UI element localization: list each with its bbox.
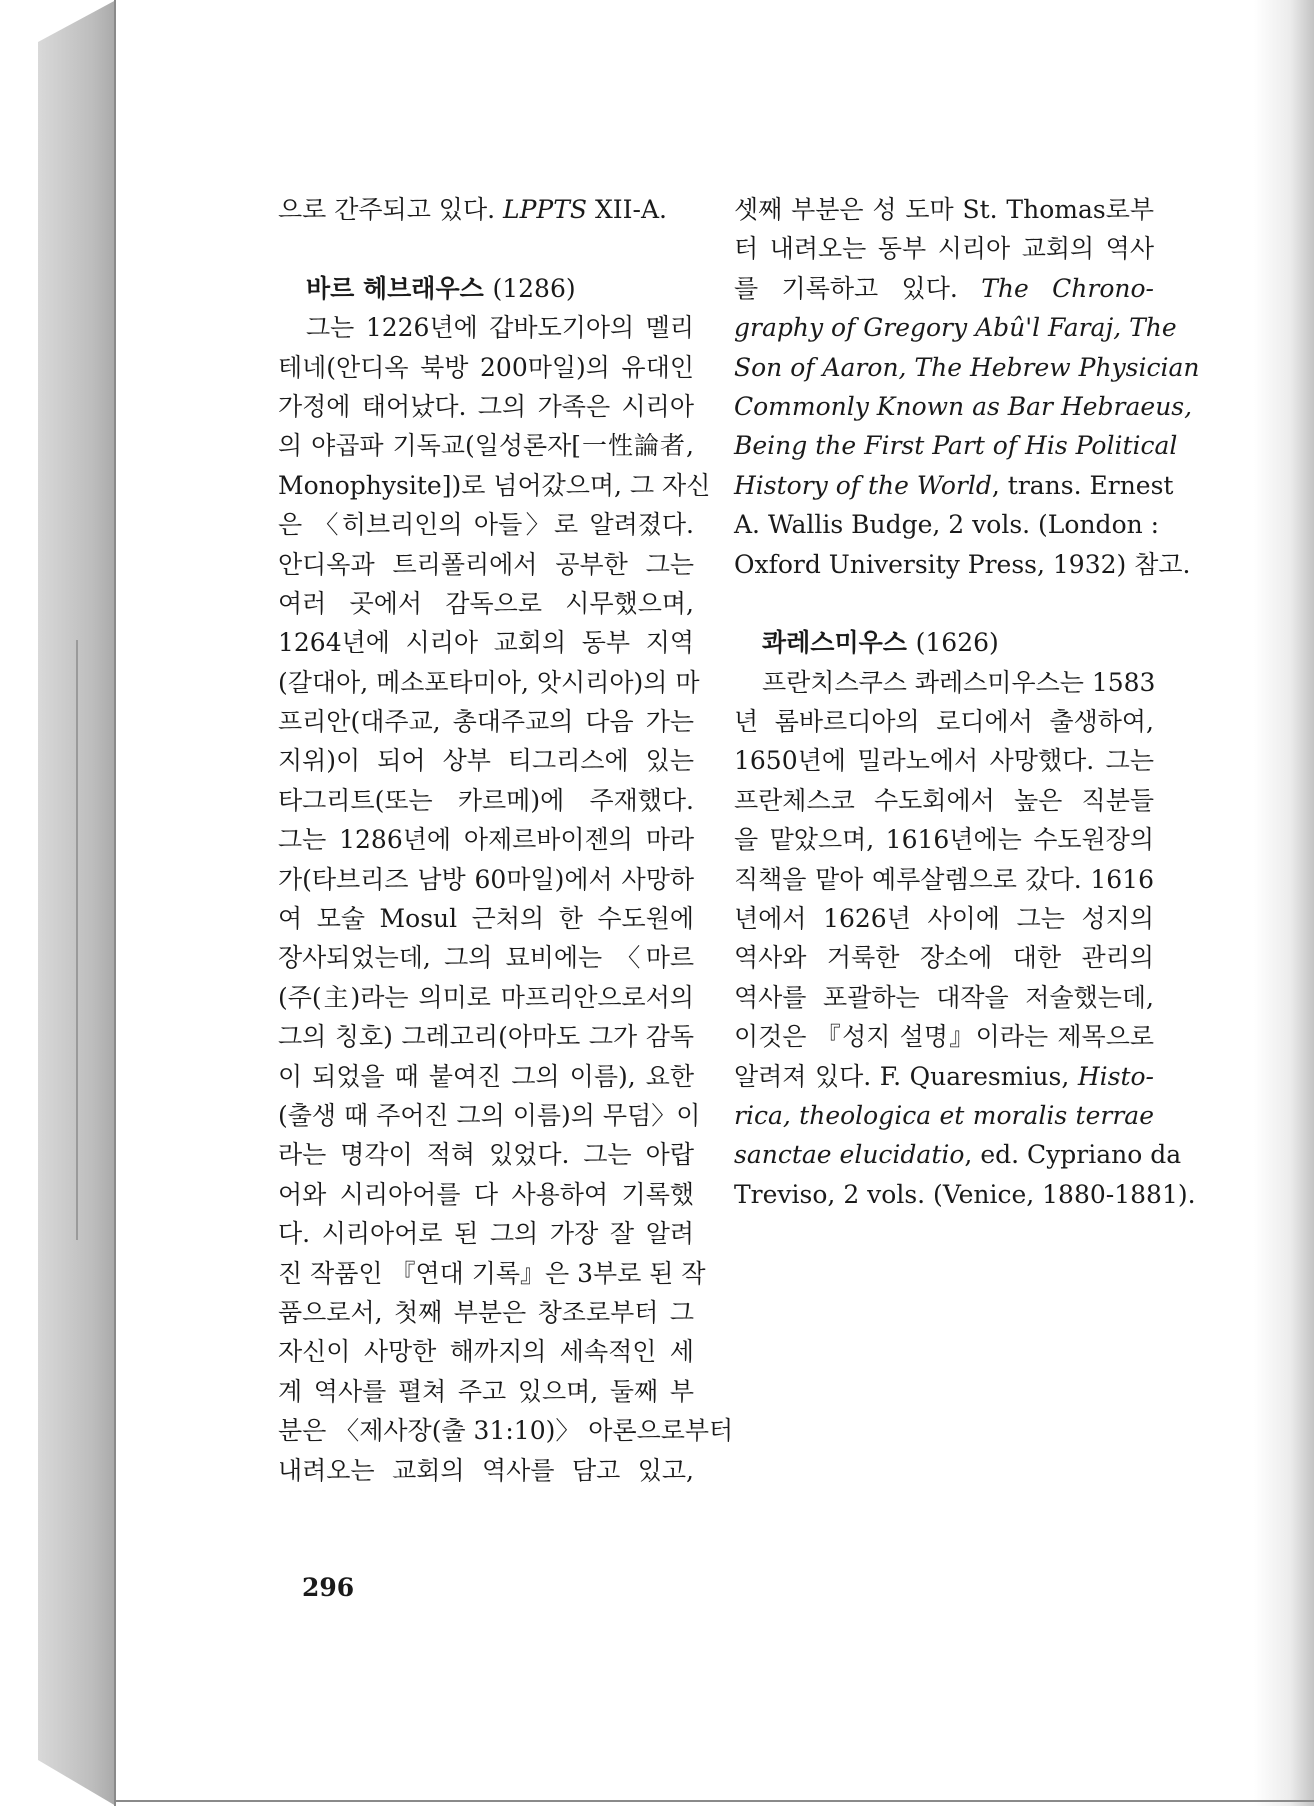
text-line: 계 역사를 펼쳐 주고 있으며, 둘째 부 — [278, 1376, 694, 1406]
text-line: 1264년에 시리아 교회의 동부 지역 — [278, 628, 694, 658]
text-line: 를 기록하고 있다. The Chrono- — [734, 273, 1154, 303]
text-line: 분은 〈제사장(출 31:10)〉 아론으로부터 — [278, 1416, 734, 1446]
text-line: 은 〈히브리인의 아들〉로 알려졌다. — [278, 510, 694, 540]
text-line: 으로 간주되고 있다. LPPTS XII-A. — [278, 195, 667, 224]
text-line: 내려오는 교회의 역사를 담고 있고, — [278, 1455, 694, 1485]
text-line: 라는 명각이 적혀 있었다. 그는 아랍 — [278, 1140, 694, 1170]
page-number: 296 — [302, 1573, 355, 1602]
text-line: 프란치스쿠스 콰레스미우스는 1583 — [762, 667, 1156, 697]
text-line: 장사되었는데, 그의 묘비에는 〈마르 — [278, 943, 694, 973]
text-line: 타그리트(또는 카르메)에 주재했다. — [278, 785, 694, 815]
text-line: 의 야곱파 기독교(일성론자[一性論者, — [278, 431, 694, 461]
text-line: Monophysite])로 넘어갔으며, 그 자신 — [278, 470, 711, 500]
text-line: (주(主)라는 의미로 마프리안으로서의 — [278, 982, 694, 1012]
text-line: 역사를 포괄하는 대작을 저술했는데, — [734, 982, 1154, 1012]
text-line: 지위)이 되어 상부 티그리스에 있는 — [278, 746, 694, 776]
text-line: 을 맡았으며, 1616년에는 수도원장의 — [734, 825, 1154, 855]
citation-line: Being the First Part of His Political — [734, 431, 1178, 461]
text-line: 여 모술 Mosul 근처의 한 수도원에 — [278, 904, 694, 934]
text-line: 이것은 『성지 설명』이라는 제목으로 — [734, 1022, 1154, 1052]
text-line: 어와 시리아어를 다 사용하여 기록했 — [278, 1179, 694, 1209]
text-line: 여러 곳에서 감독으로 시무했으며, — [278, 588, 694, 618]
citation-line: Oxford University Press, 1932) 참고. — [734, 549, 1191, 579]
text-line: 안디옥과 트리폴리에서 공부한 그는 — [278, 549, 694, 579]
spine-edge-line — [76, 640, 78, 1240]
text-line: 역사와 거룩한 장소에 대한 관리의 — [734, 943, 1154, 973]
text-line: (출생 때 주어진 그의 이름)의 무덤〉이 — [278, 1100, 701, 1130]
page-bottom-edge — [114, 1800, 1314, 1802]
citation-line: Treviso, 2 vols. (Venice, 1880-1881). — [734, 1179, 1196, 1209]
text-line: 1650년에 밀라노에서 사망했다. 그는 — [734, 746, 1154, 776]
text-line: 자신이 사망한 해까지의 세속적인 세 — [278, 1337, 694, 1367]
text-line: 진 작품인 『연대 기록』은 3부로 된 작 — [278, 1258, 706, 1288]
text-line: 가(타브리즈 남방 60마일)에서 사망하 — [278, 864, 694, 894]
citation-line: sanctae elucidatio, ed. Cypriano da — [734, 1140, 1182, 1170]
citation-line: A. Wallis Budge, 2 vols. (London : — [734, 510, 1160, 540]
text-line: 그는 1226년에 갑바도기아의 멜리 — [306, 313, 694, 343]
left-column — [278, 190, 734, 1490]
text-line: 알려져 있다. F. Quaresmius, Histo- — [734, 1061, 1154, 1091]
text-line: 년 롬바르디아의 로디에서 출생하여, — [734, 707, 1154, 737]
citation-line: Son of Aaron, The Hebrew Physician — [734, 352, 1200, 382]
text-line: 터 내려오는 동부 시리아 교회의 역사 — [734, 234, 1154, 264]
text-line: (갈대아, 메소포타미아, 앗시리아)의 마 — [278, 667, 700, 697]
citation-line: graphy of Gregory Abû'l Faraj, The — [734, 313, 1177, 343]
text-line: 년에서 1626년 사이에 그는 성지의 — [734, 904, 1154, 934]
citation-line: rica, theologica et moralis terrae — [734, 1100, 1154, 1130]
text-line: 가정에 태어났다. 그의 가족은 시리아 — [278, 391, 694, 421]
right-column — [734, 190, 1200, 1214]
citation-line: Commonly Known as Bar Hebraeus, — [734, 391, 1193, 421]
text-line: 품으로서, 첫째 부분은 창조로부터 그 — [278, 1297, 694, 1327]
text-line: 프리안(대주교, 총대주교의 다음 가는 — [278, 707, 694, 737]
text-line: 다. 시리아어로 된 그의 가장 잘 알려 — [278, 1219, 694, 1249]
page-fold-shade — [1254, 0, 1314, 1806]
text-line: 그의 칭호) 그레고리(아마도 그가 감독 — [278, 1022, 694, 1052]
text-line: 이 되었을 때 붙여진 그의 이름), 요한 — [278, 1061, 694, 1091]
text-line: 셋째 부분은 성 도마 St. Thomas로부 — [734, 195, 1154, 224]
text-line: 프란체스코 수도회에서 높은 직분들 — [734, 785, 1154, 815]
text-line: 그는 1286년에 아제르바이젠의 마라 — [278, 825, 694, 855]
entry-heading-quaresmius: 콰레스미우스 (1626) — [762, 628, 999, 658]
text-line: 테네(안디옥 북방 200마일)의 유대인 — [278, 352, 694, 382]
entry-heading-bar-hebraeus: 바르 헤브래우스 (1286) — [306, 273, 576, 303]
citation-line: History of the World, trans. Ernest — [734, 470, 1174, 500]
text-line: 직책을 맡아 예루살렘으로 갔다. 1616 — [734, 864, 1154, 894]
